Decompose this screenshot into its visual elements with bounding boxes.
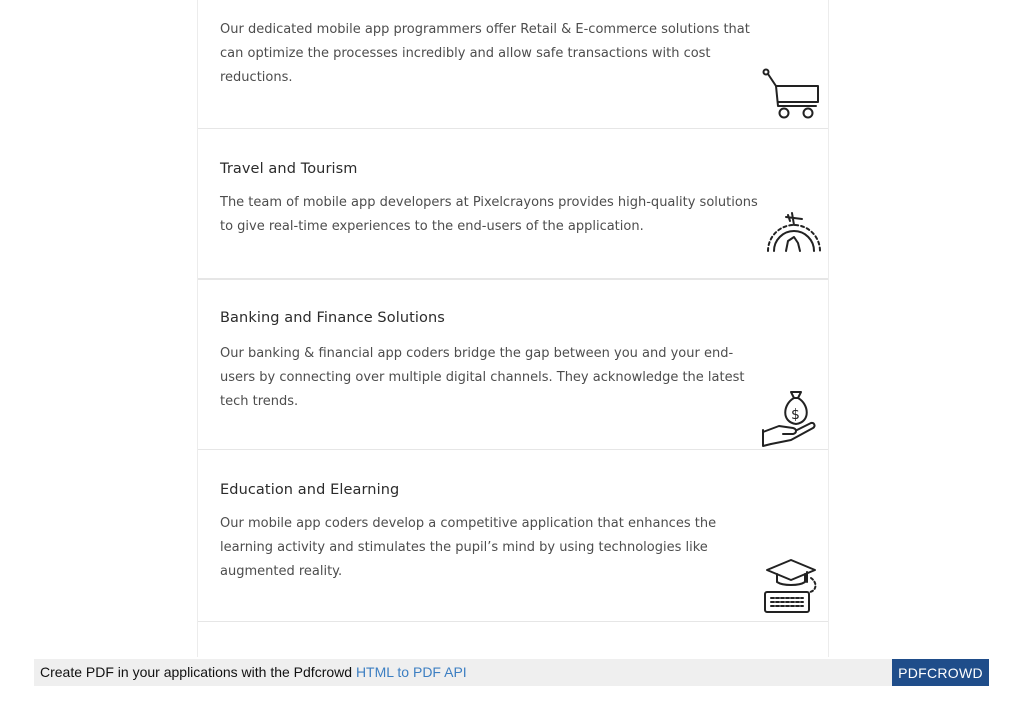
footer-text <box>40 664 467 680</box>
html-to-pdf-api-link[interactable]: HTML to PDF API <box>355 664 467 680</box>
section-title: Travel and Tourism <box>220 161 358 177</box>
section-travel <box>198 128 828 276</box>
pdfcrowd-brand-button[interactable]: PDFCROWD <box>892 659 989 686</box>
pdfcrowd-footer <box>34 659 989 686</box>
section-description: Our mobile app coders develop a competitive application that enhances the learning activity and stimulates the pupil’s mind by using technologies like augmented reality. <box>220 516 717 579</box>
hand-money-bag-icon <box>761 388 817 448</box>
footer-prefix: Create PDF in your applications with the Pdfcrowd <box>40 664 356 680</box>
section-education <box>198 449 828 621</box>
shopping-cart-icon <box>762 68 822 120</box>
page-content <box>197 0 829 657</box>
section-description: Our dedicated mobile app programmers offer Retail & E-commerce solutions that can optimize the processes incredibly and allow safe transactions with cost reductions. <box>220 22 750 85</box>
section-description: The team of mobile app developers at Pixelcrayons provides high-quality solutions to give real-time experiences to the end-users of the application. <box>220 195 758 234</box>
airplane-globe-icon <box>764 211 824 255</box>
section-title: Education and Elearning <box>220 482 400 498</box>
section-retail <box>198 0 828 128</box>
section-next <box>198 621 828 657</box>
section-description: Our banking & financial app coders bridge the gap between you and your end-users by connecting over multiple digital channels. They acknowledge the latest tech trends. <box>220 346 745 409</box>
section-title: Banking and Finance Solutions <box>220 310 445 326</box>
section-banking <box>198 278 828 449</box>
graduation-cap-keyboard-icon <box>763 556 819 616</box>
svg-text:$: $ <box>791 407 800 423</box>
